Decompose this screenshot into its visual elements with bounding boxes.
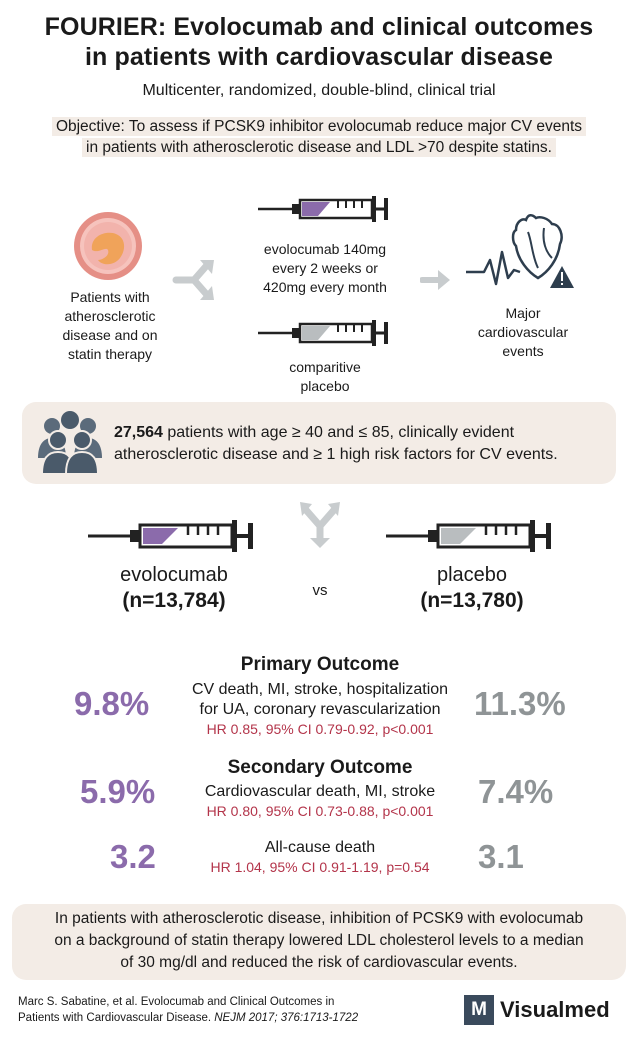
placebo-arm-syringe-icon xyxy=(386,520,554,552)
objective-line-1: Objective: To assess if PCSK9 inhibitor evolocumab reduce major CV events xyxy=(52,117,586,136)
secondary-placebo-value: 7.4% xyxy=(478,773,554,810)
evolocumab-arm-n: (n=13,784) xyxy=(122,589,226,612)
title-line-1: FOURIER: Evolocumab and clinical outcomes xyxy=(44,13,594,41)
evolocumab-arm-name: evolocumab xyxy=(120,564,228,586)
placebo-arm-n: (n=13,780) xyxy=(420,589,524,612)
placebo-syringe-icon xyxy=(258,320,392,346)
evolocumab-arm xyxy=(88,564,260,613)
logo-icon: M xyxy=(464,995,494,1025)
secondary-evolocumab-value: 5.9% xyxy=(80,773,156,810)
placebo-arm xyxy=(386,564,558,613)
title-line-2: in patients with cardiovascular disease xyxy=(85,43,553,71)
merge-arrow-icon xyxy=(296,500,344,548)
primary-hr: HR 0.85, 95% CI 0.79-0.92, p<0.001 xyxy=(206,721,434,737)
primary-outcome-title: Primary Outcome xyxy=(240,654,400,675)
objective xyxy=(28,116,610,158)
patients-label: Patients with atherosclerotic disease and on statin therapy xyxy=(62,289,158,362)
primary-outcome-text: CV death, MI, stroke, hospitalization for UA, coronary revascularization xyxy=(191,681,449,718)
split-arrow-icon xyxy=(172,256,218,304)
outcome-label: Major cardiovascular events xyxy=(477,305,569,359)
population-text: 27,564 patients with age ≥ 40 and ≤ 85, clinically evident atherosclerotic disease and ≥ 1 high risk factors for CV events. xyxy=(114,424,558,463)
vs-label: vs xyxy=(312,582,328,599)
secondary-outcome-title: Secondary Outcome xyxy=(227,757,413,778)
population-count: 27,564 xyxy=(114,424,163,441)
objective-line-2: in patients with atherosclerotic disease and LDL >70 despite statins. xyxy=(82,138,556,157)
artery-icon xyxy=(72,210,144,282)
page-title xyxy=(0,12,638,72)
death-hr: HR 1.04, 95% CI 0.91-1.19, p=0.54 xyxy=(210,859,430,875)
primary-evolocumab-value: 9.8% xyxy=(74,685,150,722)
secondary-hr: HR 0.80, 95% CI 0.73-0.88, p<0.001 xyxy=(206,803,434,819)
conclusion-text: In patients with atherosclerotic disease, inhibition of PCSK9 with evolocumab on a background of statin therapy lowered LDL cholesterol levels to a median of 30 mg/dl and reduced the risk of cardiovascular events. xyxy=(54,910,584,971)
citation: Marc S. Sabatine, et al. Evolocumab and Clinical Outcomes in Patients with Cardiovascular Disease. NEJM 2017; 376:1713-1722 xyxy=(18,996,359,1024)
death-text: All-cause death xyxy=(264,839,376,856)
evolocumab-syringe-icon xyxy=(88,520,256,552)
primary-placebo-value: 11.3% xyxy=(474,685,566,722)
placebo-label: comparitive placebo xyxy=(289,359,361,394)
death-placebo-value: 3.1 xyxy=(478,838,524,875)
heart-warning-icon xyxy=(466,212,578,296)
drug-label: evolocumab 140mg every 2 weeks or 420mg every month xyxy=(263,241,387,295)
right-arrow-icon xyxy=(420,268,452,292)
syringe-icon xyxy=(258,196,392,222)
people-group-icon xyxy=(34,410,106,476)
placebo-arm-name: placebo xyxy=(436,564,508,586)
death-evolocumab-value: 3.2 xyxy=(110,838,156,875)
subtitle: Multicenter, randomized, double-blind, clinical trial xyxy=(142,82,496,99)
brand-name: Visualmed xyxy=(500,997,610,1022)
secondary-outcome-text: Cardiovascular death, MI, stroke xyxy=(204,783,436,800)
